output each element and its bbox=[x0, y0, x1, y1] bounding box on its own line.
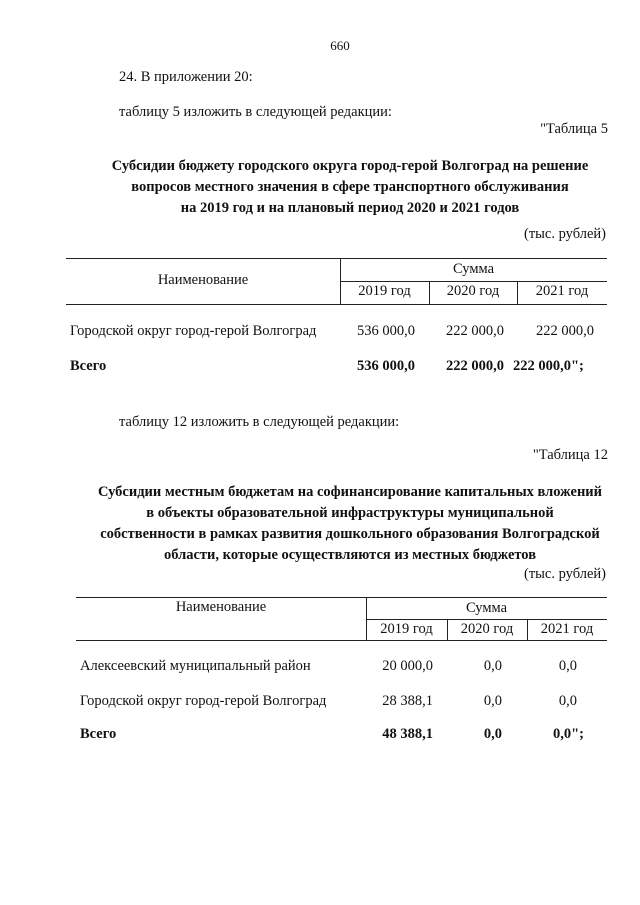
table12-title-line-2: в объекты образовательной инфраструктуры муниципальной bbox=[146, 505, 554, 521]
table5-label: "Таблица 5 bbox=[540, 121, 608, 137]
page-number: 660 bbox=[330, 38, 350, 53]
total-value-2020: 222 000,0 bbox=[446, 358, 504, 374]
row-name: Городской округ город-герой Волгоград bbox=[80, 693, 327, 709]
table12-header-rule bbox=[76, 640, 607, 641]
row-name: Алексеевский муниципальный район bbox=[80, 658, 311, 674]
table5-header-year-2019: 2019 год bbox=[358, 283, 411, 299]
row-value-2020: 0,0 bbox=[483, 658, 502, 674]
table12-title-line-3: собственности в рамках развития дошкольного образования Волгоградской bbox=[100, 526, 600, 542]
table5-unit: (тыс. рублей) bbox=[524, 226, 606, 242]
total-value-2021: 0,0"; bbox=[553, 726, 585, 742]
table5-header-year-2021: 2021 год bbox=[535, 283, 589, 299]
table12-intro: таблицу 12 изложить в следующей редакции: bbox=[119, 414, 400, 430]
table12-unit: (тыс. рублей) bbox=[524, 566, 606, 582]
table12-top-rule bbox=[76, 597, 607, 598]
row-value-2019: 20 000,0 bbox=[382, 658, 433, 674]
item-heading: 24. В приложении 20: bbox=[119, 69, 253, 85]
total-value-2021: 222 000,0"; bbox=[513, 358, 584, 374]
table12-header-year-2020: 2020 год bbox=[460, 621, 514, 637]
total-label: Всего bbox=[70, 358, 107, 374]
row-name: Городской округ город-герой Волгоград bbox=[70, 323, 317, 339]
table12-header-sum: Сумма bbox=[465, 600, 508, 616]
row-value-2019: 536 000,0 bbox=[357, 323, 415, 339]
table5-header-sum: Сумма bbox=[452, 261, 495, 277]
row-value-2020: 0,0 bbox=[483, 693, 502, 709]
total-value-2019: 536 000,0 bbox=[357, 358, 415, 374]
total-value-2019: 48 388,1 bbox=[382, 726, 433, 742]
row-value-2019: 28 388,1 bbox=[382, 693, 433, 709]
table5-header-year-2020: 2020 год bbox=[446, 283, 500, 299]
table12-label: "Таблица 12 bbox=[532, 447, 608, 463]
table5-top-rule bbox=[66, 258, 607, 259]
table12-title-line-1: Субсидии местным бюджетам на софинансирование капитальных вложений bbox=[97, 484, 603, 500]
table12-header-year-2021: 2021 год bbox=[540, 621, 594, 637]
table5-title-line-2: вопросов местного значения в сфере транспортного обслуживания bbox=[131, 179, 569, 195]
total-label: Всего bbox=[80, 726, 117, 742]
row-value-2021: 0,0 bbox=[558, 658, 577, 674]
table12-sum-rule bbox=[366, 619, 607, 620]
table12-header-year-2019: 2019 год bbox=[380, 621, 433, 637]
table12-title-line-4: области, которые осуществляются из местных бюджетов bbox=[163, 547, 537, 563]
row-value-2021: 222 000,0 bbox=[536, 323, 594, 339]
row-value-2020: 222 000,0 bbox=[446, 323, 504, 339]
table5-title-line-3: на 2019 год и на плановый период 2020 и 2021 годов bbox=[180, 200, 520, 216]
total-value-2020: 0,0 bbox=[483, 726, 502, 742]
table5-header-name: Наименование bbox=[157, 272, 249, 288]
table5-sum-rule bbox=[340, 281, 607, 282]
table5-title-line-1: Субсидии бюджету городского округа город-герой Волгоград на решение bbox=[111, 158, 589, 174]
table5-intro: таблицу 5 изложить в следующей редакции: bbox=[119, 104, 392, 120]
table12-header-name: Наименование bbox=[175, 599, 267, 615]
row-value-2021: 0,0 bbox=[558, 693, 577, 709]
table5-header-rule bbox=[66, 304, 607, 305]
